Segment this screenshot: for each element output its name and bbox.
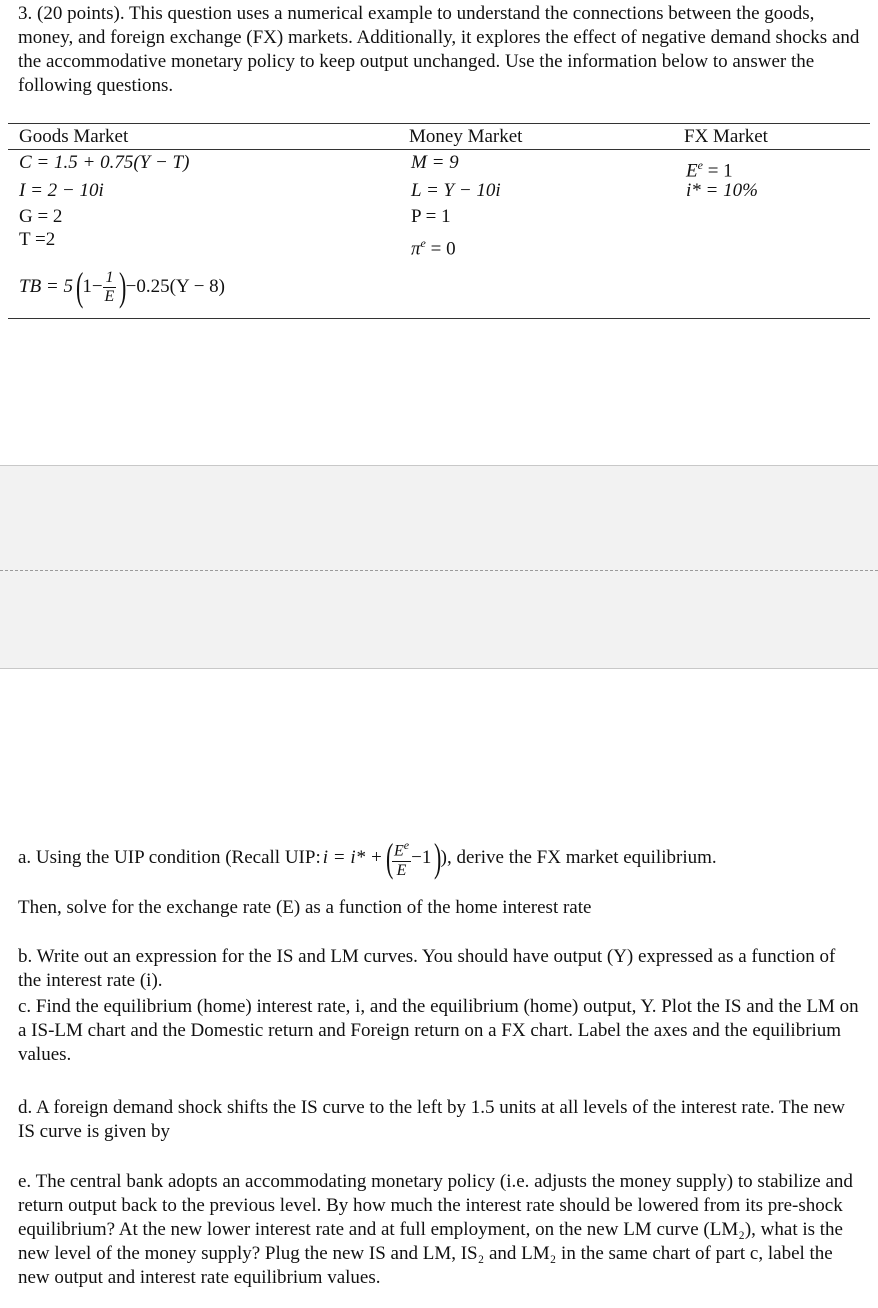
tb-open-paren: (	[75, 264, 84, 309]
part-c: c. Find the equilibrium (home) interest rate, i, and the equilibrium (home) output, Y. Plot the IS and the LM on a IS-LM chart and the Domestic return and Foreign return on a FX chart. Label the axes and the equilibrium values.	[18, 996, 859, 1065]
consumption-equation: C = 1.5 + 0.75(Y − T)	[19, 152, 190, 173]
tb-close-paren: )	[119, 264, 127, 309]
part-a-suffix: ), derive the FX market equilibrium.	[440, 847, 717, 868]
part-e: e. The central bank adopts an accommodating monetary policy (i.e. adjusts the money supply) to stabilize and return output back to the previous level. By how much the interest rate should be lowered from its pre-shock equilibrium? At the new lower interest rate and at full employment, on the new LM curve (LM₂), what is the new level of the money supply? Plug the new IS and LM, IS₂ and LM₂ in the same chart of part c, label the new output and interest rate equilibrium values.	[18, 1171, 853, 1288]
part-b: b. Write out an expression for the IS and LM curves. You should have output (Y) expressed as a function of the interest rate (i).	[18, 946, 836, 991]
part-a-line1	[18, 834, 863, 882]
price-level: P = 1	[411, 206, 451, 227]
part-d: d. A foreign demand shock shifts the IS curve to the left by 1.5 units at all levels of the interest rate. The new IS curve is given by	[18, 1097, 846, 1142]
expected-e-value: = 1	[702, 160, 733, 182]
question-intro: 3. (20 points). This question uses a numerical example to understand the connections between the goods, money, and foreign exchange (FX) markets. Additionally, it explores the effect of negative demand shocks and the accommodative monetary policy to keep output unchanged. Use the information below to answer the following questions.	[18, 3, 860, 96]
dashed-divider	[0, 570, 878, 571]
table-header-rule	[8, 149, 870, 150]
tb-one-minus: 1−	[82, 276, 103, 297]
tb-fraction	[103, 269, 117, 306]
taxes: T =2	[19, 229, 56, 250]
tb-left: TB = 5	[19, 276, 73, 297]
fx-market-header: FX Market	[684, 126, 768, 147]
foreign-interest-rate: i* = 10%	[686, 180, 758, 201]
uip-num-e: E	[394, 842, 404, 860]
expected-inflation	[411, 232, 456, 260]
trade-balance-equation	[19, 262, 225, 312]
uip-fraction	[392, 836, 411, 879]
uip-fraction-numerator	[392, 836, 411, 861]
inflation-value: = 0	[425, 238, 456, 260]
money-supply: M = 9	[411, 152, 459, 173]
money-demand: L = Y − 10i	[411, 180, 501, 201]
expected-e-symbol: E	[686, 160, 698, 182]
expected-exchange-rate	[686, 154, 733, 182]
table-top-rule	[8, 123, 870, 124]
investment-equation: I = 2 − 10i	[19, 180, 104, 201]
expected-e-superscript: e	[697, 158, 703, 172]
inflation-symbol: π	[411, 238, 421, 260]
uip-open-paren: (	[385, 835, 394, 880]
uip-num-sup: e	[403, 838, 410, 853]
tb-fraction-numerator: 1	[103, 269, 117, 288]
uip-fraction-denominator: E	[396, 861, 407, 879]
uip-minus-one: −1	[411, 847, 432, 868]
uip-lhs: i = i* +	[322, 847, 383, 868]
tb-right: −0.25(Y − 8)	[125, 276, 226, 297]
goods-market-header: Goods Market	[19, 126, 129, 147]
answer-area	[0, 465, 878, 669]
part-a-line2: Then, solve for the exchange rate (E) as a function of the home interest rate	[18, 897, 592, 918]
government-spending: G = 2	[19, 206, 63, 227]
money-market-header: Money Market	[409, 126, 523, 147]
tb-fraction-denominator: E	[104, 287, 115, 305]
inflation-superscript: e	[420, 236, 426, 250]
table-bottom-rule	[8, 318, 870, 319]
uip-close-paren: )	[434, 835, 442, 880]
part-a-prefix: a. Using the UIP condition (Recall UIP:	[18, 847, 321, 868]
